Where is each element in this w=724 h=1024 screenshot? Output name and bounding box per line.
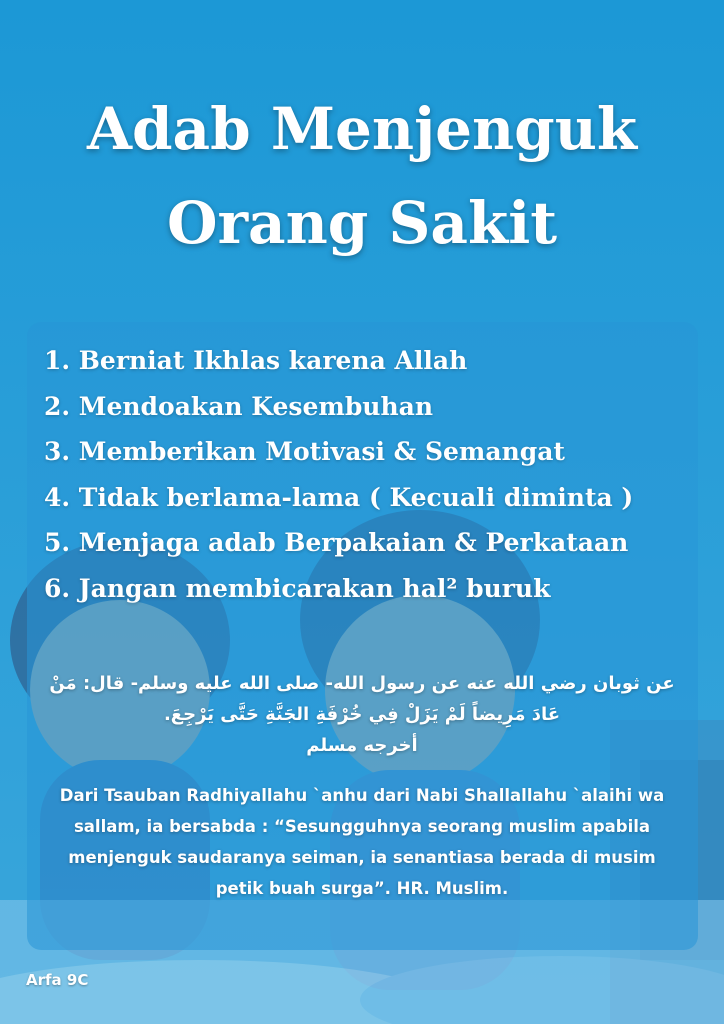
page-title xyxy=(0,82,724,270)
list-item: 6. Jangan membicarakan hal² buruk xyxy=(44,573,551,603)
hadith-arabic-line-2: عَادَ مَرِيضاً لَمْ يَزَلْ فِي خُرْفَةِ الجَنَّةِ حَتَّى يَرْجِعَ. xyxy=(163,704,561,725)
list-item: 5. Menjaga adab Berpakaian & Perkataan xyxy=(44,528,629,557)
list-item: 1. Berniat Ikhlas karena Allah xyxy=(44,346,468,375)
title-line-1: Adab Menjenguk xyxy=(86,95,638,163)
hadith-arabic xyxy=(40,668,684,761)
hadith-arabic-line-1: عن ثوبان رضي الله عنه عن رسول الله- صلى الله عليه وسلم- قال: مَنْ xyxy=(49,673,675,694)
title-line-2: Orang Sakit xyxy=(166,189,558,257)
etiquette-list xyxy=(44,338,684,611)
list-item: 3. Memberikan Motivasi & Semangat xyxy=(44,437,565,466)
hadith-arabic-source: أخرجه مسلم xyxy=(306,735,418,756)
list-item: 2. Mendoakan Kesembuhan xyxy=(44,391,434,421)
author-label: Arfa 9C xyxy=(26,971,89,989)
hadith-translation: Dari Tsauban Radhiyallahu `anhu dari Nabi Shallallahu `alaihi wa sallam, ia bersabda : “Sesungguhnya seorang muslim apabila menjenguk saudaranya seiman, ia senantiasa berada di musim petik buah surga”. HR. Muslim. xyxy=(59,786,665,898)
list-item: 4. Tidak berlama-lama ( Kecuali diminta ) xyxy=(44,482,634,512)
